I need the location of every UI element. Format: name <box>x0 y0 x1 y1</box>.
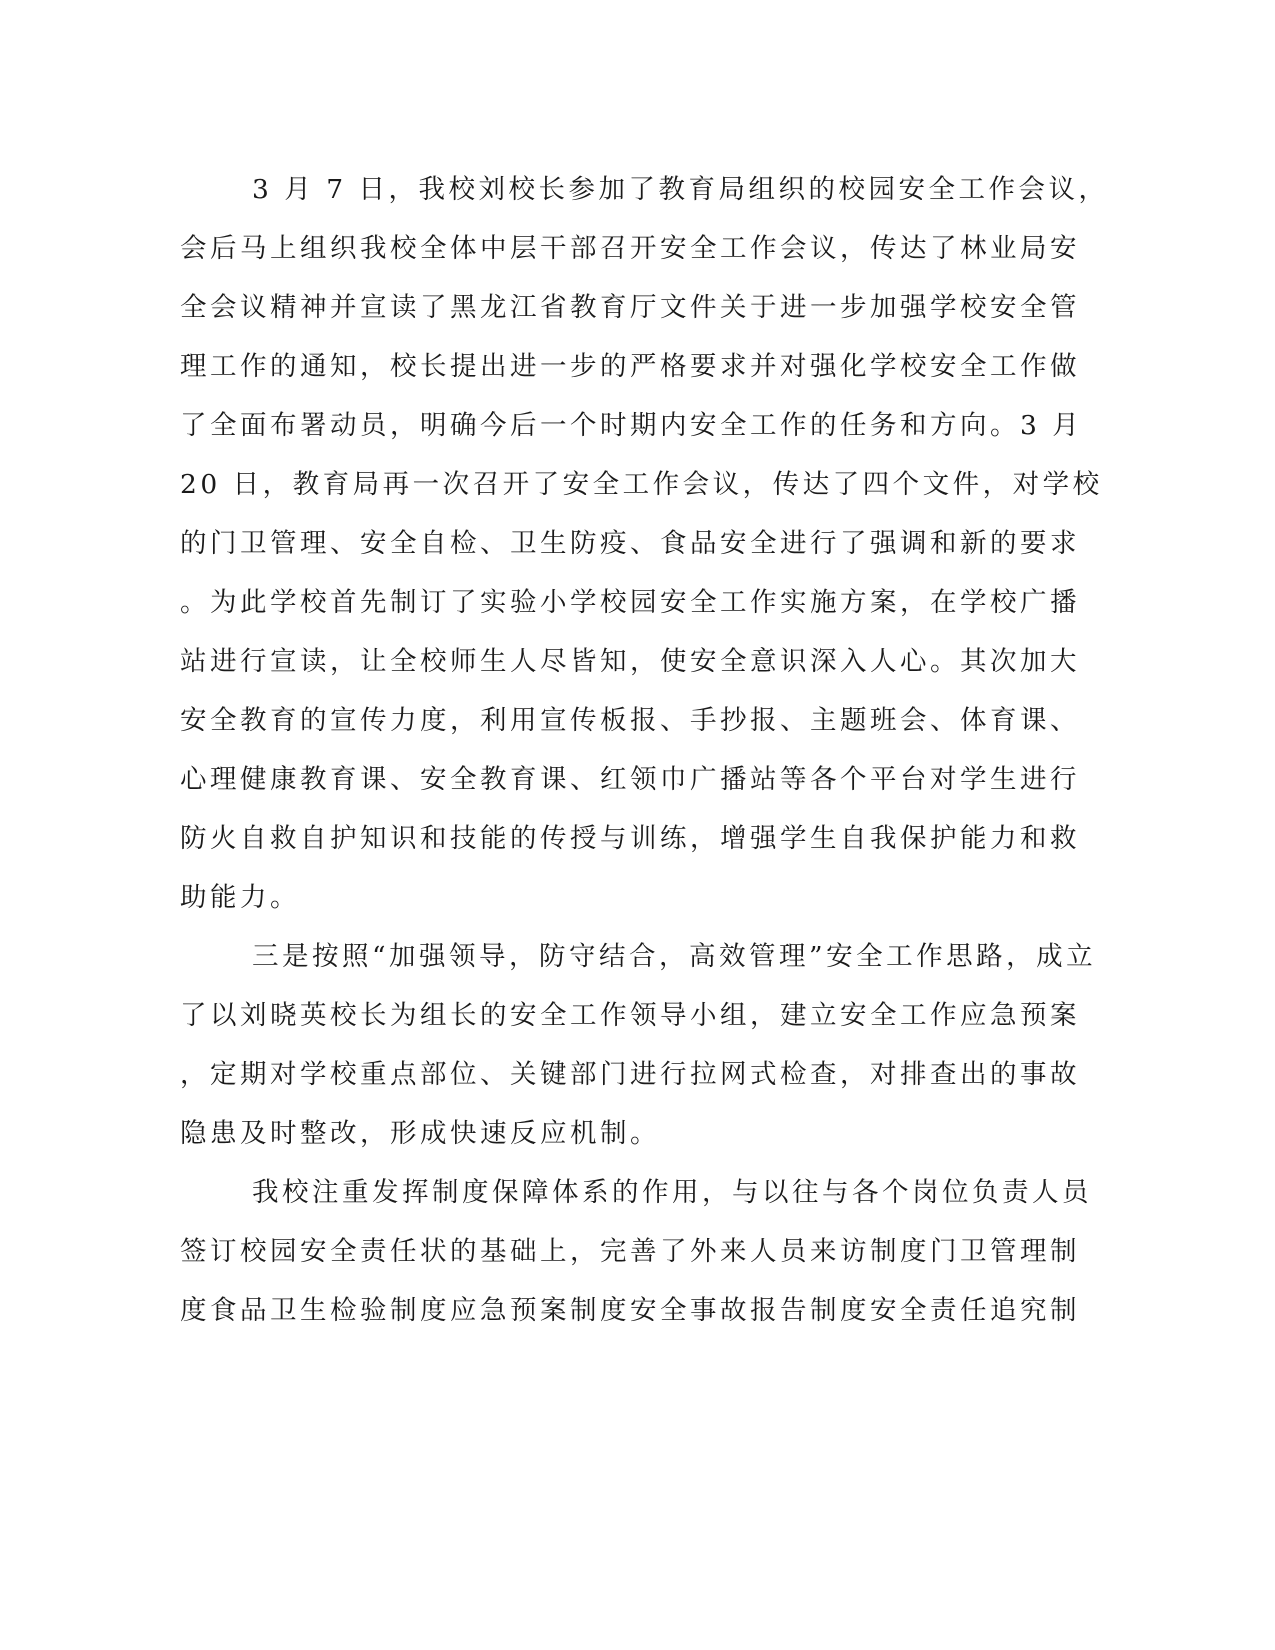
text-line: 站进行宣读，让全校师生人尽皆知，使安全意识深入人心。其次加大 <box>180 646 1080 677</box>
text-line: 3 月 7 日，我校刘校长参加了教育局组织的校园安全工作会议， <box>252 174 1109 205</box>
text-line: 度食品卫生检验制度应急预案制度安全事故报告制度安全责任追究制 <box>180 1295 1080 1326</box>
text-line: 全会议精神并宣读了黑龙江省教育厅文件关于进一步加强学校安全管 <box>180 292 1080 323</box>
text-line: 理工作的通知，校长提出进一步的严格要求并对强化学校安全工作做 <box>180 351 1080 382</box>
text-line: 隐患及时整改，形成快速反应机制。 <box>180 1118 660 1149</box>
text-line: 三是按照“加强领导，防守结合，高效管理”安全工作思路，成立 <box>252 941 1097 972</box>
text-line: 安全教育的宣传力度，利用宣传板报、手抄报、主题班会、体育课、 <box>180 705 1080 736</box>
paragraph-meeting-summary <box>180 160 1109 927</box>
text-line: 的门卫管理、安全自检、卫生防疫、食品安全进行了强调和新的要求 <box>180 528 1080 559</box>
text-line: ，定期对学校重点部位、关键部门进行拉网式检查，对排查出的事故 <box>180 1059 1080 1090</box>
paragraph-leadership-group <box>180 927 1097 1163</box>
text-line: 。为此学校首先制订了实验小学校园安全工作实施方案，在学校广播 <box>180 587 1080 618</box>
paragraph-safety-system <box>180 1163 1092 1340</box>
text-line: 签订校园安全责任状的基础上，完善了外来人员来访制度门卫管理制 <box>180 1236 1080 1267</box>
text-line: 会后马上组织我校全体中层干部召开安全工作会议，传达了林业局安 <box>180 233 1080 264</box>
document-body <box>180 160 1109 1340</box>
text-line: 了全面布署动员，明确今后一个时期内安全工作的任务和方向。3 月 <box>180 410 1083 441</box>
text-line: 心理健康教育课、安全教育课、红领巾广播站等各个平台对学生进行 <box>180 764 1080 795</box>
text-line: 助能力。 <box>180 882 300 913</box>
text-line: 20 日，教育局再一次召开了安全工作会议，传达了四个文件，对学校 <box>180 469 1103 500</box>
text-line: 了以刘晓英校长为组长的安全工作领导小组，建立安全工作应急预案 <box>180 1000 1080 1031</box>
text-line: 防火自救自护知识和技能的传授与训练，增强学生自我保护能力和救 <box>180 823 1080 854</box>
text-line: 我校注重发挥制度保障体系的作用，与以往与各个岗位负责人员 <box>252 1177 1092 1208</box>
